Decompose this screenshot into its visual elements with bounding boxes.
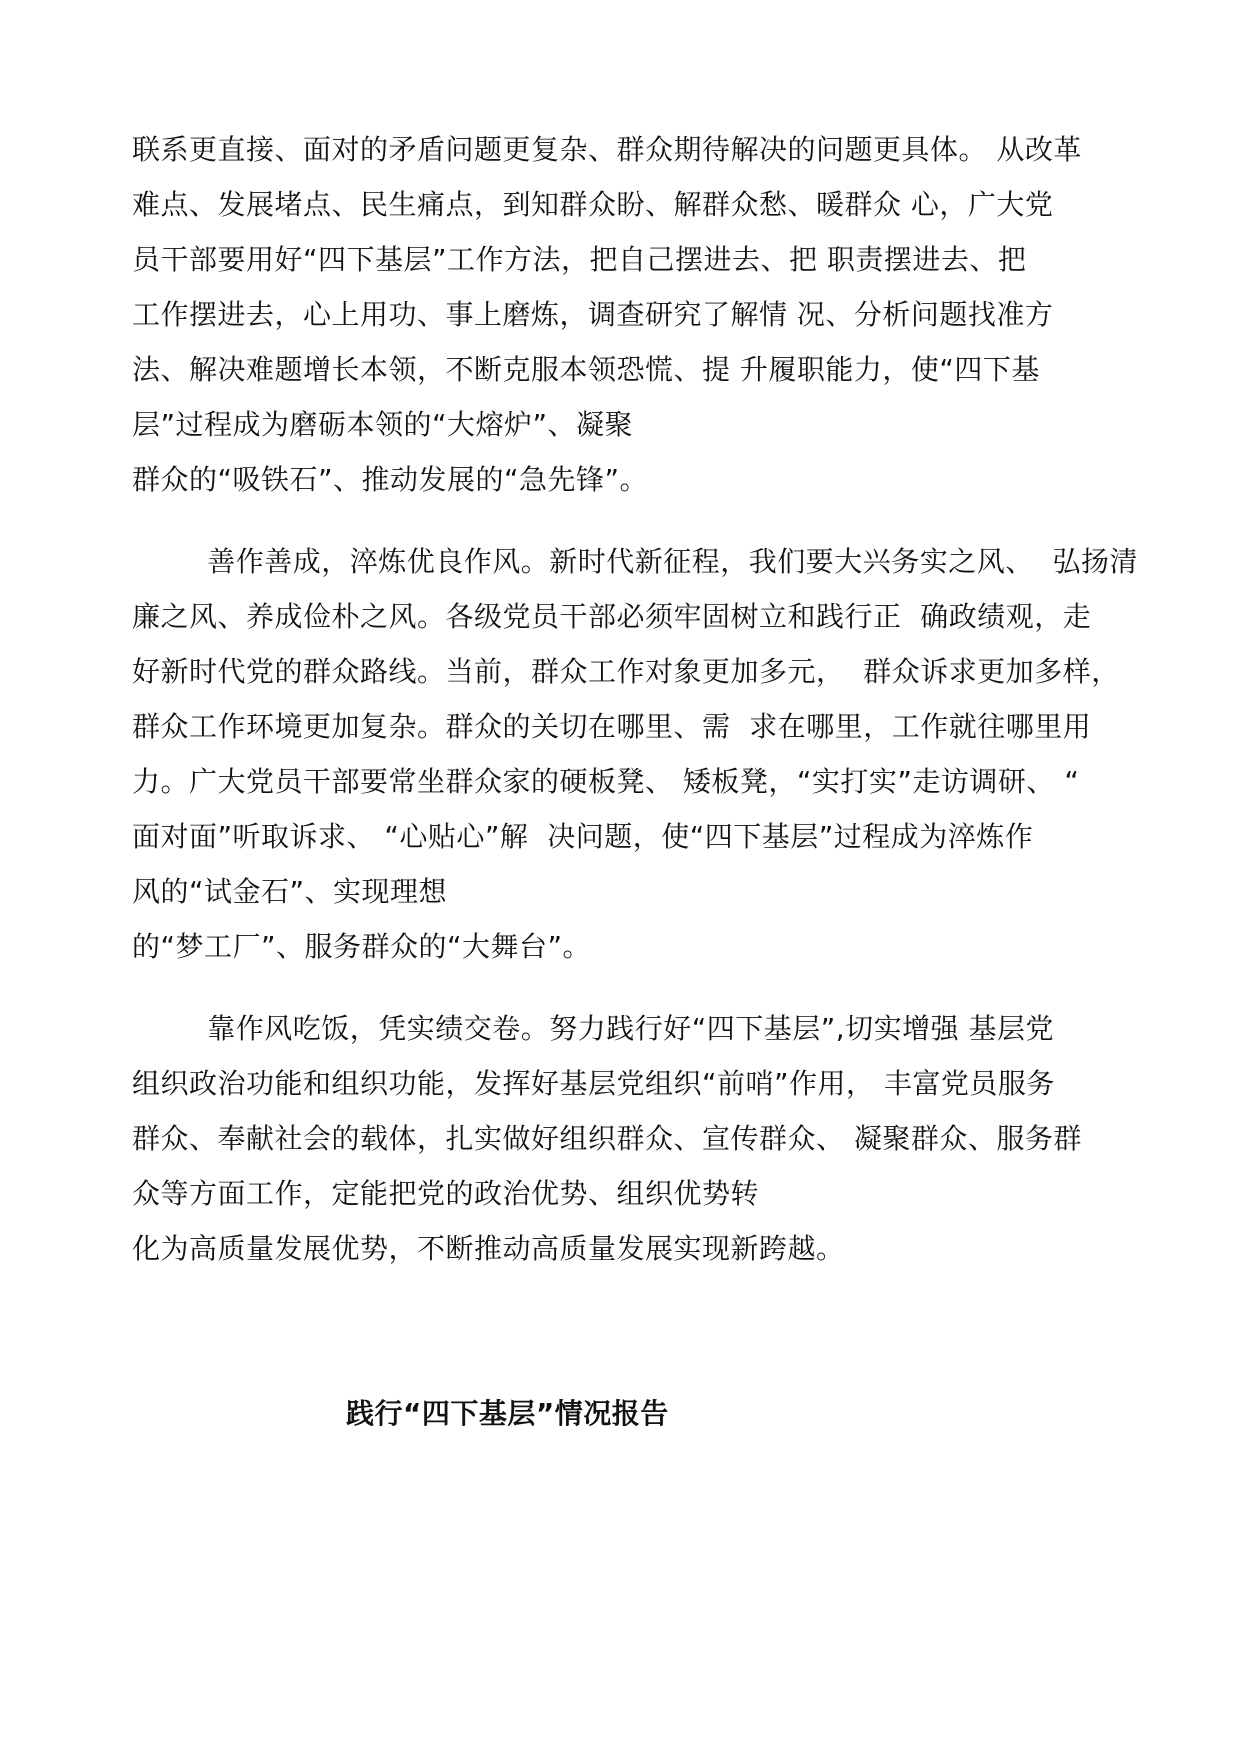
paragraph-3-line-1: 靠作风吃饭，凭实绩交卷。努力践行好“四下基层”,切实增强 基层党 xyxy=(132,1012,1055,1045)
paragraph-3-line-3: 群众、奉献社会的载体，扎实做好组织群众、宣传群众、 凝聚群众、服务群 xyxy=(132,1122,1082,1155)
paragraph-2-line-7: 风的“试金石”、实现理想 xyxy=(132,875,448,908)
paragraph-2-line-1: 善作善成，淬炼优良作风。新时代新征程，我们要大兴务实之风、 弘扬清 xyxy=(132,545,1139,578)
paragraph-3-line-5: 化为高质量发展优势，不断推动高质量发展实现新跨越。 xyxy=(132,1232,845,1265)
paragraph-2-line-4: 群众工作环境更加复杂。群众的关切在哪里、需 求在哪里，工作就往哪里用 xyxy=(132,710,1092,743)
paragraph-1-line-3: 员干部要用好“四下基层”工作方法，把自己摆进去、把 职责摆进去、把 xyxy=(132,243,1027,276)
paragraph-1-line-5: 法、解决难题增长本领，不断克服本领恐慌、提 升履职能力，使“四下基 xyxy=(132,353,1040,386)
paragraph-3-line-2: 组织政治功能和组织功能，发挥好基层党组织“前哨”作用， 丰富党员服务 xyxy=(132,1067,1055,1100)
paragraph-2-line-2: 廉之风、养成俭朴之风。各级党员干部必须牢固树立和践行正 确政绩观，走 xyxy=(132,600,1092,633)
paragraph-1-line-2: 难点、发展堵点、民生痛点，到知群众盼、解群众愁、暖群众 心，广大党 xyxy=(132,188,1054,221)
paragraph-2-line-5: 力。广大党员干部要常坐群众家的硬板凳、 矮板凳，“实打实”走访调研、 “ xyxy=(132,765,1080,798)
paragraph-1-line-6: 层”过程成为磨砺本领的“大熔炉”、凝聚 xyxy=(132,408,634,441)
paragraph-2-line-6: 面对面”听取诉求、 “心贴心”解 决问题，使“四下基层”过程成为淬炼作 xyxy=(132,820,1034,853)
paragraph-3-line-4: 众等方面工作，定能把党的政治优势、组织优势转 xyxy=(132,1177,760,1210)
section-title: 践行“四下基层”情况报告 xyxy=(346,1397,669,1430)
paragraph-1-line-7: 群众的“吸铁石”、推动发展的“急先锋”。 xyxy=(132,463,649,496)
paragraph-2-line-3: 好新时代党的群众路线。当前，群众工作对象更加多元， 群众诉求更加多样， xyxy=(132,655,1120,688)
paragraph-2-line-8: 的“梦工厂”、服务群众的“大舞台”。 xyxy=(132,930,592,963)
paragraph-1-line-4: 工作摆进去，心上用功、事上磨炼，调查研究了解情 况、分析问题找准方 xyxy=(132,298,1054,331)
paragraph-1-line-1: 联系更直接、面对的矛盾问题更复杂、群众期待解决的问题更具体。 从改革 xyxy=(132,133,1082,166)
